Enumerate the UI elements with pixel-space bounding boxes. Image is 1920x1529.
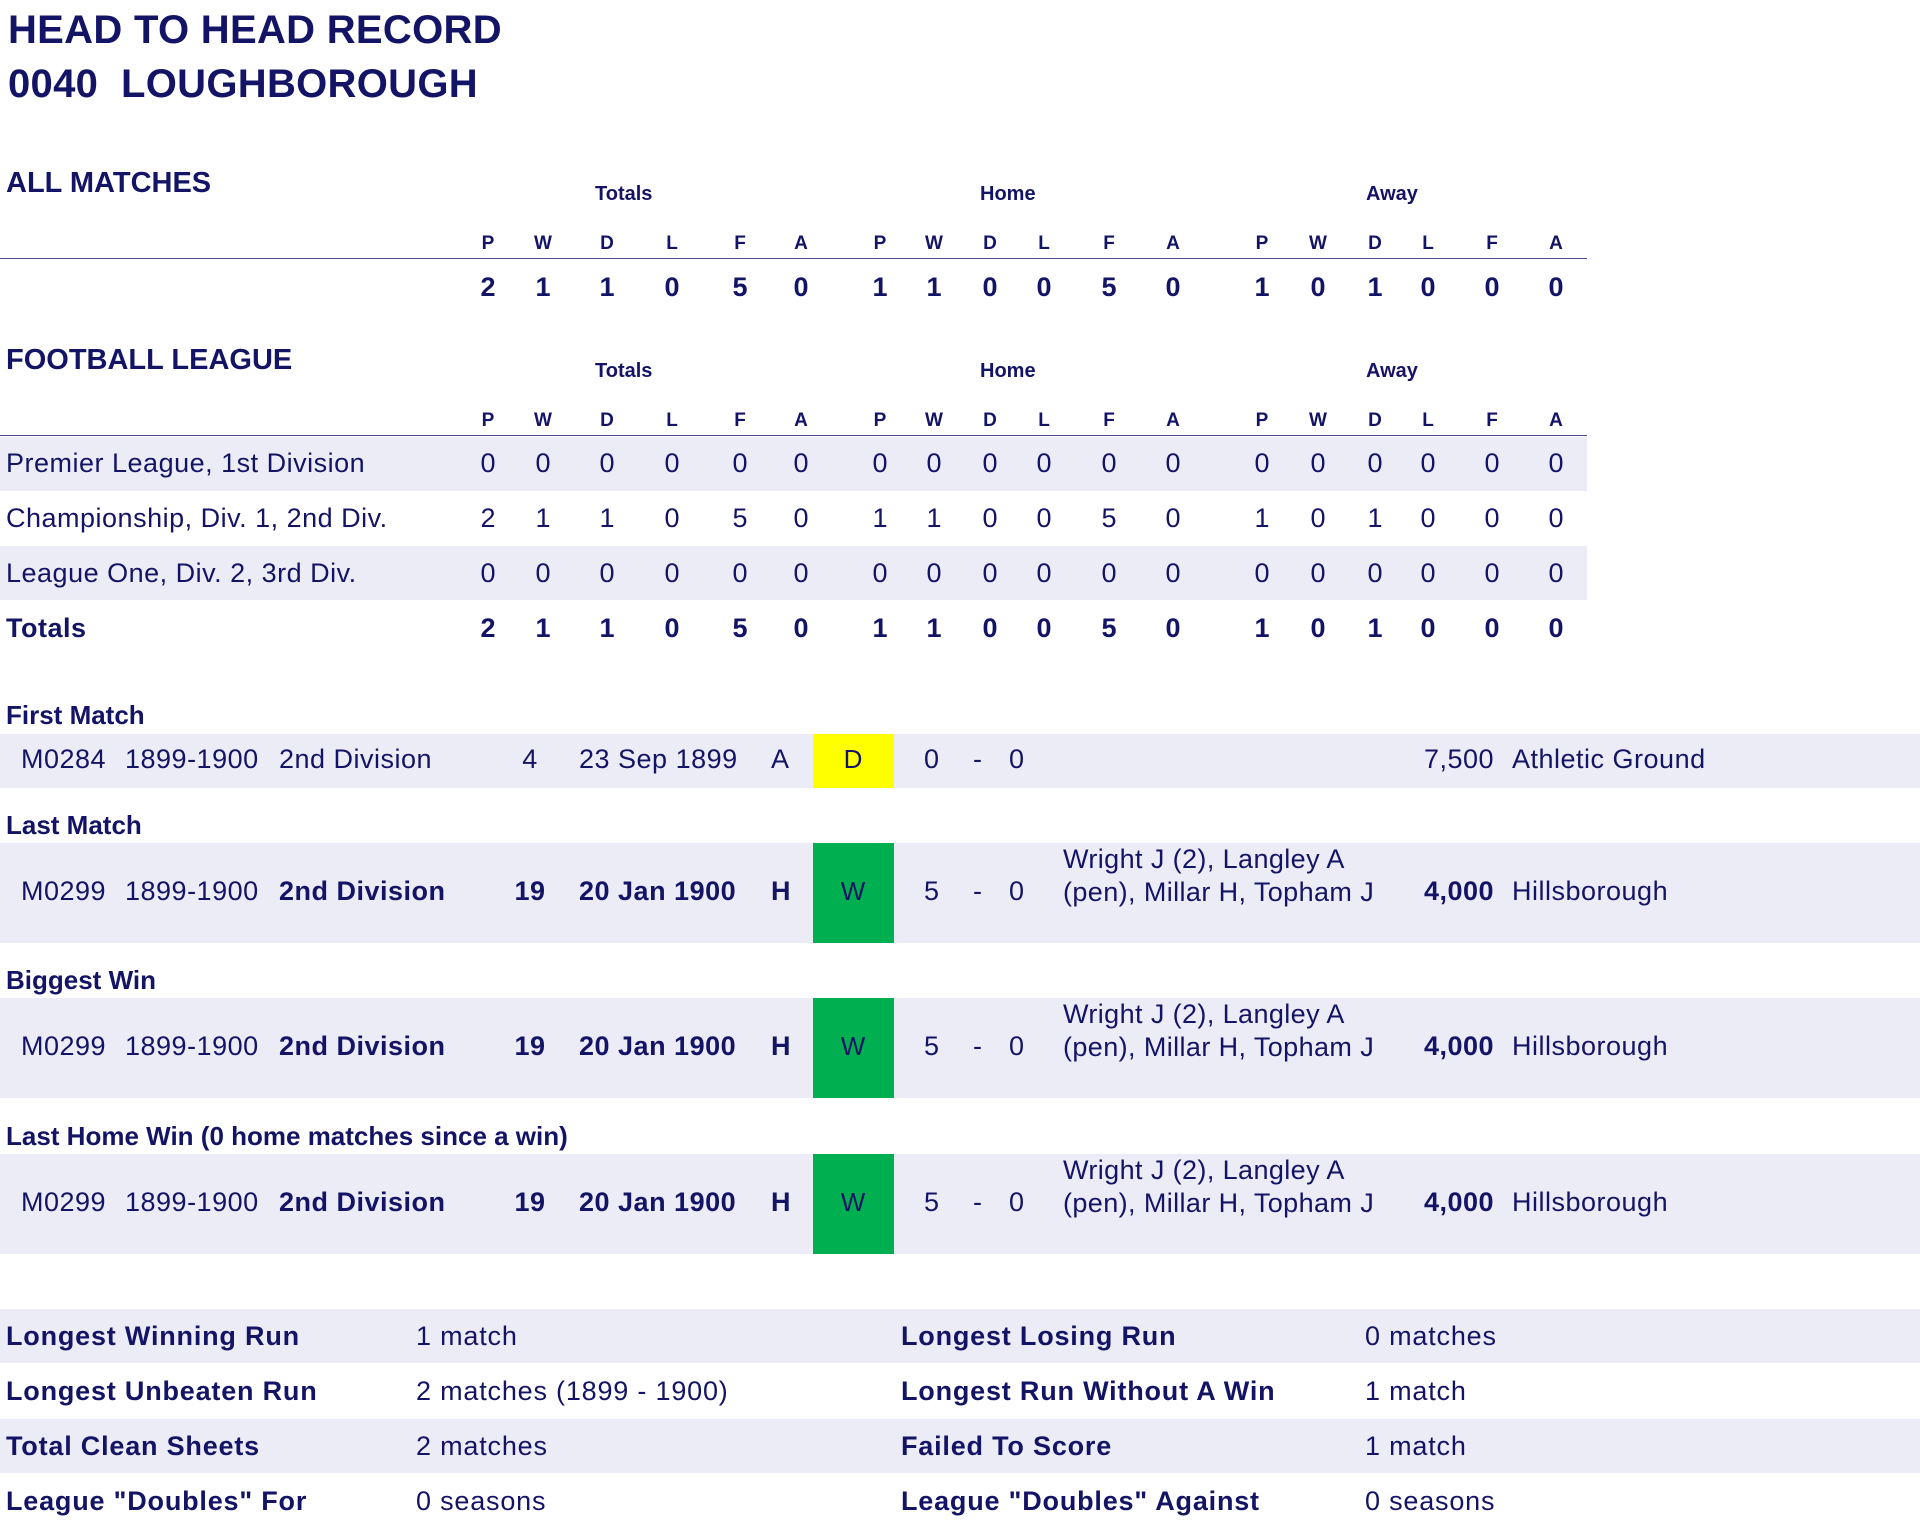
header-rule [0,258,1587,259]
league-row-value: 0 [926,558,942,588]
column-header: A [1549,233,1563,254]
league-row-value: 1 [1367,503,1383,533]
league-row-value: 0 [1484,558,1500,588]
league-row-value: 0 [1420,558,1436,588]
column-header: F [1103,233,1115,254]
league-row-value: 0 [599,558,615,588]
group-label-totals: Totals [595,183,653,205]
column-header: F [1486,233,1498,254]
column-header: F [734,233,746,254]
match-date: 20 Jan 1900 [579,876,737,906]
group-label-totals: Totals [595,360,653,382]
all-matches-value: 0 [793,272,809,302]
league-row-value: 0 [982,503,998,533]
stat-right-value: 1 match [1365,1431,1467,1461]
column-header: L [666,410,678,431]
stat-left-label: Longest Unbeaten Run [6,1376,318,1406]
stat-right-value: 0 seasons [1365,1486,1496,1516]
stat-right-value: 1 match [1365,1376,1467,1406]
match-heading: Biggest Win [6,965,156,995]
all-matches-value: 1 [1367,272,1383,302]
league-row-value: 0 [1165,558,1181,588]
match-season: 1899-1900 [125,1031,259,1061]
group-label-home: Home [980,360,1036,382]
all-matches-value: 1 [1254,272,1270,302]
league-row-value: 0 [535,448,551,478]
column-header: A [1166,233,1180,254]
league-row-value: 0 [1310,558,1326,588]
result-label: D [843,744,863,774]
column-header: P [1255,233,1269,254]
all-matches-value: 1 [599,272,615,302]
column-header: P [873,410,887,431]
league-row-value: 0 [1101,448,1117,478]
match-season: 1899-1900 [125,1187,259,1217]
totals-row-value: 0 [1165,613,1181,643]
column-header: F [1103,410,1115,431]
column-header: F [1486,410,1498,431]
league-row-value: 0 [926,448,942,478]
score-dash: - [973,1031,983,1061]
column-header: D [983,233,997,254]
column-header: L [666,233,678,254]
totals-row-value: 0 [982,613,998,643]
totals-row-value: 1 [872,613,888,643]
column-header: W [1309,233,1327,254]
totals-row-value: 0 [1310,613,1326,643]
match-heading: First Match [6,700,145,730]
match-date: 20 Jan 1900 [579,1187,737,1217]
totals-row-value: 5 [732,613,748,643]
stat-right-value: 0 matches [1365,1321,1497,1351]
totals-row-value: 0 [1036,613,1052,643]
league-row-value: 1 [535,503,551,533]
league-row-label: Premier League, 1st Division [6,448,366,478]
column-header: D [600,410,614,431]
all-matches-value: 0 [1548,272,1564,302]
totals-row-value: 0 [1420,613,1436,643]
column-header: P [873,233,887,254]
totals-row-value: 0 [793,613,809,643]
column-header: W [1309,410,1327,431]
stat-left-value: 2 matches (1899 - 1900) [416,1376,729,1406]
match-heading: Last Match [6,810,142,840]
league-row-value: 0 [1165,448,1181,478]
league-row-value: 0 [732,558,748,588]
stat-left-value: 0 seasons [416,1486,547,1516]
match-date: 23 Sep 1899 [579,744,738,774]
league-row-value: 0 [664,558,680,588]
all-matches-value: 0 [1484,272,1500,302]
league-row-value: 1 [1254,503,1270,533]
match-ground: Hillsborough [1512,1187,1669,1217]
result-label: W [840,1031,866,1061]
all-matches-value: 0 [1420,272,1436,302]
totals-row-value: 0 [1484,613,1500,643]
league-row-value: 0 [1310,448,1326,478]
totals-row-value: 2 [480,613,496,643]
league-row-value: 0 [1254,448,1270,478]
column-header: D [983,410,997,431]
match-id: M0299 [21,876,107,906]
goals-for: 5 [924,876,940,906]
column-header: L [1038,233,1050,254]
league-row-value: 0 [1036,503,1052,533]
column-header: W [534,410,552,431]
totals-row-value: 1 [926,613,942,643]
league-row-value: 1 [872,503,888,533]
stat-left-label: League "Doubles" For [6,1486,308,1516]
column-header: P [1255,410,1269,431]
totals-row-value: 1 [599,613,615,643]
column-header: D [1368,410,1382,431]
column-header: D [600,233,614,254]
goals-for: 5 [924,1187,940,1217]
league-row-value: 0 [1367,558,1383,588]
league-row-value: 0 [732,448,748,478]
league-row-value: 0 [872,558,888,588]
match-ground: Athletic Ground [1512,744,1706,774]
all_matches-title: ALL MATCHES [6,167,212,199]
match-ground: Hillsborough [1512,1031,1669,1061]
score-dash: - [973,744,983,774]
stat-right-label: Longest Losing Run [901,1321,1177,1351]
league-row-value: 0 [982,448,998,478]
goals-against: 0 [1009,1187,1025,1217]
match-date: 20 Jan 1900 [579,1031,737,1061]
group-label-away: Away [1366,183,1418,205]
league-row-value: 5 [1101,503,1117,533]
stat-right-label: League "Doubles" Against [901,1486,1260,1516]
league-row-value: 0 [599,448,615,478]
match-heading: Last Home Win (0 home matches since a win) [6,1121,568,1151]
score-dash: - [973,1187,983,1217]
league-row-value: 0 [1254,558,1270,588]
league-row-value: 1 [926,503,942,533]
all-matches-value: 0 [1036,272,1052,302]
league-row-value: 2 [480,503,496,533]
match-id: M0284 [21,744,107,774]
result-label: W [840,1187,866,1217]
match-ground: Hillsborough [1512,876,1669,906]
column-header: L [1038,410,1050,431]
league-row-value: 0 [1484,503,1500,533]
opponent-title: 0040 LOUGHBOROUGH [8,62,478,106]
all-matches-value: 0 [982,272,998,302]
column-header: A [794,410,808,431]
goals-against: 0 [1009,876,1025,906]
column-header: W [925,410,943,431]
all-matches-value: 0 [664,272,680,302]
match-division: 2nd Division [279,1031,446,1061]
league-row-value: 0 [1420,448,1436,478]
league-row-value: 0 [480,558,496,588]
league-row-value: 0 [1101,558,1117,588]
football_league-title: FOOTBALL LEAGUE [6,344,293,376]
result-label: W [840,876,866,906]
match-attendance: 4,000 [1424,1031,1495,1061]
league-row-value: 0 [535,558,551,588]
column-header: L [1422,410,1434,431]
match-venue: H [771,1187,791,1217]
match-id: M0299 [21,1187,107,1217]
stat-right-label: Failed To Score [901,1431,1113,1461]
all-matches-value: 1 [535,272,551,302]
match-season: 1899-1900 [125,876,259,906]
header-rule [0,435,1587,436]
goals-for: 0 [924,744,940,774]
league-row-value: 0 [1484,448,1500,478]
league-row-value: 0 [1036,448,1052,478]
league-row-value: 0 [664,503,680,533]
match-division: 2nd Division [279,1187,446,1217]
league-row-value: 0 [793,558,809,588]
all-matches-value: 1 [926,272,942,302]
goals-against: 0 [1009,1031,1025,1061]
league-row-value: 0 [1420,503,1436,533]
match-round: 19 [514,876,546,906]
match-round: 4 [522,744,538,774]
score-dash: - [973,876,983,906]
match-scorers: Wright J (2), Langley A (pen), Millar H, Topham J [1063,844,1375,907]
all-matches-value: 2 [480,272,496,302]
league-row-value: 0 [664,448,680,478]
league-row-value: 0 [793,448,809,478]
match-attendance: 7,500 [1424,744,1495,774]
league-row-value: 0 [1310,503,1326,533]
league-row-value: 0 [1165,503,1181,533]
match-season: 1899-1900 [125,744,259,774]
all-matches-value: 5 [1101,272,1117,302]
match-attendance: 4,000 [1424,1187,1495,1217]
page-title: HEAD TO HEAD RECORD [8,8,502,52]
league-row-value: 1 [599,503,615,533]
league-row-value: 5 [732,503,748,533]
league-row-value: 0 [1036,558,1052,588]
match-scorers: Wright J (2), Langley A (pen), Millar H, Topham J [1063,1155,1375,1218]
stat-left-label: Total Clean Sheets [6,1431,260,1461]
stat-left-value: 2 matches [416,1431,548,1461]
column-header: F [734,410,746,431]
totals-row-label: Totals [6,613,87,643]
totals-row-value: 0 [1548,613,1564,643]
column-header: A [1166,410,1180,431]
all-matches-value: 0 [1310,272,1326,302]
column-header: W [925,233,943,254]
match-division: 2nd Division [279,744,433,774]
totals-row-value: 0 [664,613,680,643]
column-header: D [1368,233,1382,254]
column-header: P [481,233,495,254]
match-id: M0299 [21,1031,107,1061]
league-row-value: 0 [872,448,888,478]
league-row-value: 0 [1548,558,1564,588]
match-venue: A [771,744,790,774]
match-venue: H [771,1031,791,1061]
match-round: 19 [514,1187,546,1217]
stat-right-label: Longest Run Without A Win [901,1376,1276,1406]
totals-row-value: 1 [1367,613,1383,643]
league-row-value: 0 [1548,448,1564,478]
match-round: 19 [514,1031,546,1061]
match-division: 2nd Division [279,876,446,906]
match-scorers: Wright J (2), Langley A (pen), Millar H, Topham J [1063,999,1375,1062]
league-row-label: Championship, Div. 1, 2nd Div. [6,503,388,533]
all-matches-value: 0 [1165,272,1181,302]
column-header: W [534,233,552,254]
totals-row-value: 1 [1254,613,1270,643]
stat-left-label: Longest Winning Run [6,1321,300,1351]
group-label-home: Home [980,183,1036,205]
league-row-label: League One, Div. 2, 3rd Div. [6,558,357,588]
stat-left-value: 1 match [416,1321,518,1351]
league-row-value: 0 [1367,448,1383,478]
column-header: P [481,410,495,431]
goals-against: 0 [1009,744,1025,774]
league-row-value: 0 [982,558,998,588]
group-label-away: Away [1366,360,1418,382]
totals-row-value: 1 [535,613,551,643]
column-header: L [1422,233,1434,254]
totals-row-value: 5 [1101,613,1117,643]
column-header: A [1549,410,1563,431]
all-matches-value: 1 [872,272,888,302]
match-venue: H [771,876,791,906]
all-matches-value: 5 [732,272,748,302]
league-row-value: 0 [1548,503,1564,533]
goals-for: 5 [924,1031,940,1061]
league-row-value: 0 [793,503,809,533]
league-row-value: 0 [480,448,496,478]
match-attendance: 4,000 [1424,876,1495,906]
column-header: A [794,233,808,254]
